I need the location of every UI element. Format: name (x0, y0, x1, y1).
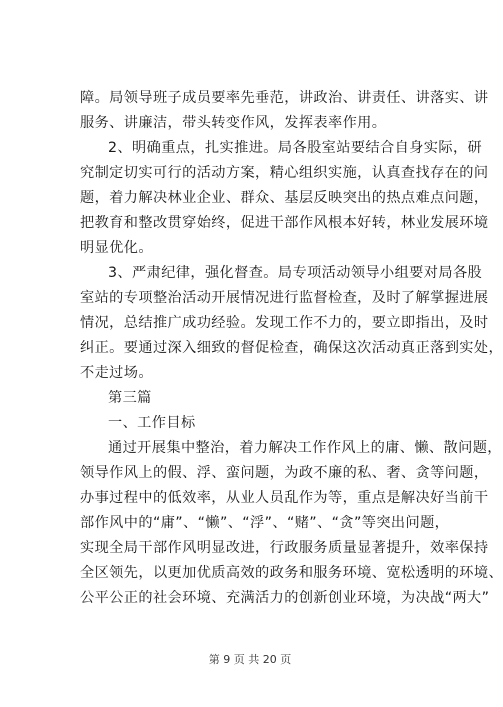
text-line: 办事过程中的低效率，从业人员乱作为等，重点是解决好当前干 (80, 490, 489, 506)
subsection-heading: 一、工作目标 (108, 415, 196, 431)
text-line: 究制定切实可行的活动方案，精心组织实施，认真查找存在的问 (80, 165, 489, 181)
text-line: 领导作风上的假、浮、蛮问题，为政不廉的私、奢、贪等问题， (80, 465, 489, 481)
section-heading: 第三篇 (108, 390, 152, 406)
text-line: 部作风中的“庸”、“懒”、“浮”、“赌”、“贪”等突出问题， (80, 515, 450, 531)
text-line: 实现全局干部作风明显改进，行政服务质量显著提升，效率保持 (80, 540, 489, 556)
text-line: 通过开展集中整治，着力解决工作作风上的庸、懒、散问题， (108, 440, 502, 456)
text-line: 把教育和整改贯穿始终，促进干部作风根本好转，林业发展环境 (80, 215, 489, 231)
text-line: 纠正。要通过深入细致的督促检查，确保这次活动真正落到实处， (80, 340, 503, 356)
text-line: 全区领先，以更加优质高效的政务和服务环境、宽松透明的环境、 (80, 565, 503, 581)
text-line: 服务、讲廉洁，带头转变作风，发挥表率作用。 (80, 115, 387, 131)
text-line: 3、严肃纪律，强化督查。局专项活动领导小组要对局各股 (108, 265, 483, 281)
document-body (80, 86, 503, 611)
text-line: 不走过场。 (80, 365, 153, 381)
text-line: 公平公正的社会环境、充满活力的创新创业环境，为决战“两大” (80, 590, 490, 606)
page-number-footer: 第 9 页 共 20 页 (208, 653, 292, 666)
text-line: 题，着力解决林业企业、群众、基层反映突出的热点难点问题， (80, 190, 489, 206)
text-line: 情况，总结推广成功经验。发现工作不力的，要立即指出，及时 (80, 315, 489, 331)
text-line: 2、明确重点，扎实推进。局各股室站要结合自身实际，研 (108, 140, 483, 156)
text-line: 障。局领导班子成员要率先垂范，讲政治、讲责任、讲落实、讲 (80, 90, 489, 106)
text-line: 明显优化。 (80, 240, 153, 256)
text-line: 室站的专项整治活动开展情况进行监督检查，及时了解掌握进展 (80, 290, 489, 306)
